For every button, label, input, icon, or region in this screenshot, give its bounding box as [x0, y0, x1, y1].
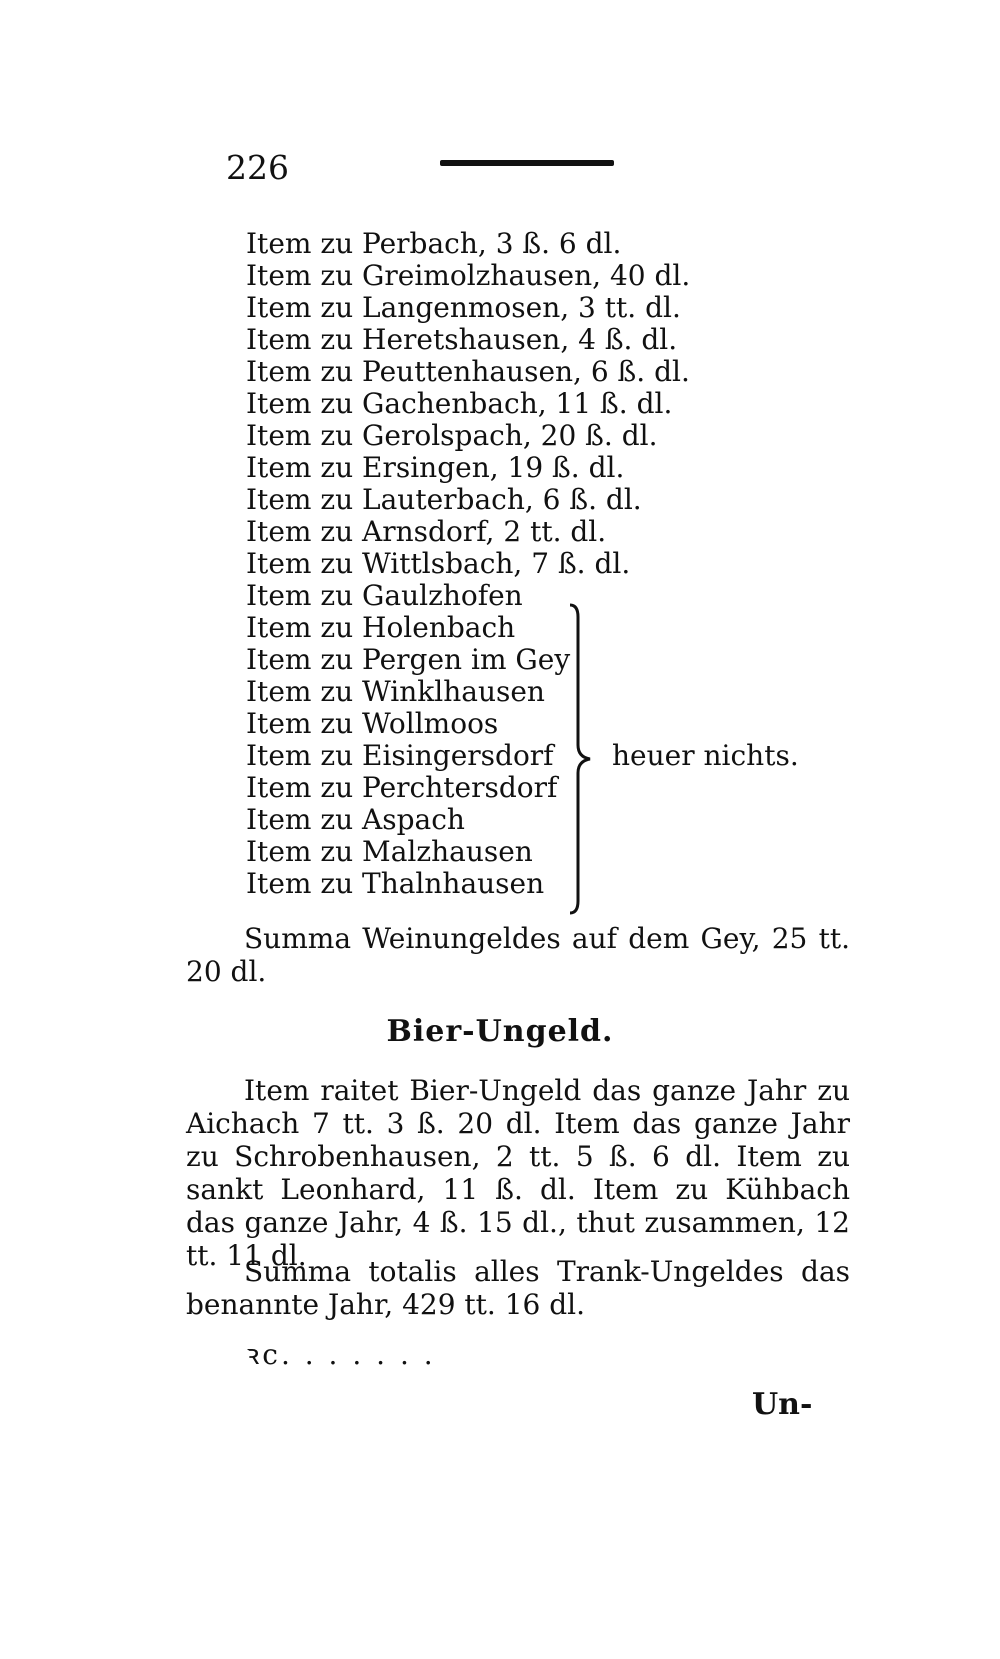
list-item: Item zu Aspach: [246, 803, 465, 836]
list-item: Item zu Thalnhausen: [246, 867, 545, 900]
list-item: Item zu Peuttenhausen, 6 ß. dl.: [246, 355, 690, 388]
list-item: Item zu Arnsdorf, 2 tt. dl.: [246, 515, 607, 548]
list-item: Item zu Holenbach: [246, 611, 516, 644]
header-rule: [440, 160, 614, 166]
summa-wein: Summa Weinungeldes auf dem Gey, 25 tt. 20 dl.: [186, 922, 850, 988]
brace-label: heuer nichts.: [612, 739, 799, 772]
summa-totalis: Summa totalis alles Trank-Ungeldes das benannte Jahr, 429 tt. 16 dl.: [186, 1255, 850, 1321]
list-item: Item zu Gaulzhofen: [246, 579, 523, 612]
catchword: Un-: [752, 1387, 813, 1422]
bier-paragraph: Item raitet Bier-Ungeld das ganze Jahr zu Aichach 7 tt. 3 ß. 20 dl. Item das ganze Jahr zu Schrobenhausen, 2 tt. 5 ß. 6 dl. Item zu sankt Leonhard, 11 ß. dl. Item zu Kühbach das ganze Jahr, 4 ß. 15 dl., thut zusammen, 12 tt. 11 dl.: [186, 1074, 850, 1272]
list-item: Item zu Winklhausen: [246, 675, 545, 708]
list-item: Item zu Perchtersdorf: [246, 771, 558, 804]
list-item: Item zu Langenmosen, 3 tt. dl.: [246, 291, 681, 324]
etc-line: ꝛc. . . . . . .: [246, 1338, 436, 1371]
list-item: Item zu Heretshausen, 4 ß. dl.: [246, 323, 678, 356]
list-item: Item zu Perbach, 3 ß. 6 dl.: [246, 227, 622, 260]
list-item: Item zu Gerolspach, 20 ß. dl.: [246, 419, 658, 452]
curly-brace: [566, 603, 596, 915]
list-item: Item zu Wollmoos: [246, 707, 499, 740]
page-number: 226: [226, 148, 289, 187]
list-item: Item zu Malzhausen: [246, 835, 533, 868]
item-list: [246, 228, 690, 900]
list-item: Item zu Pergen im Gey: [246, 643, 571, 676]
list-item: Item zu Eisingersdorf: [246, 739, 554, 772]
list-item: Item zu Wittlsbach, 7 ß. dl.: [246, 547, 631, 580]
section-heading: Bier-Ungeld.: [386, 1014, 614, 1049]
list-item: Item zu Greimolzhausen, 40 dl.: [246, 259, 691, 292]
list-item: Item zu Lauterbach, 6 ß. dl.: [246, 483, 642, 516]
list-item: Item zu Ersingen, 19 ß. dl.: [246, 451, 625, 484]
list-item: Item zu Gachenbach, 11 ß. dl.: [246, 387, 673, 420]
